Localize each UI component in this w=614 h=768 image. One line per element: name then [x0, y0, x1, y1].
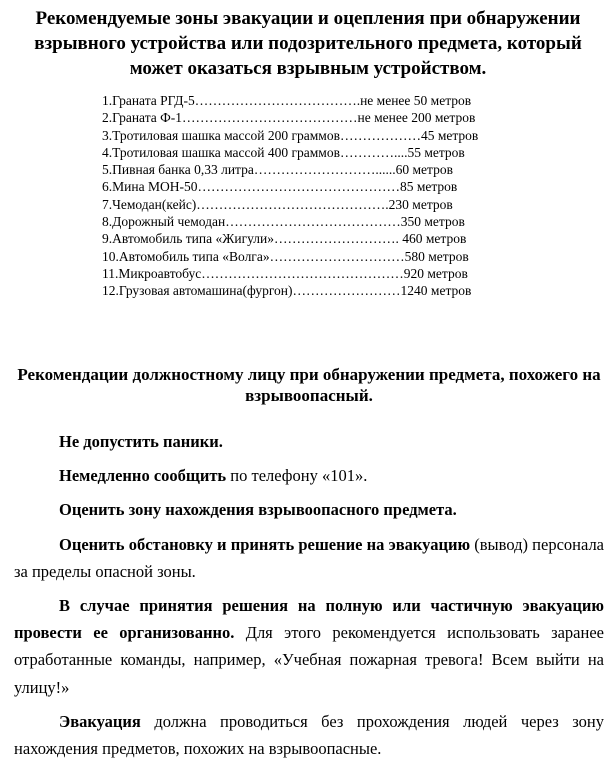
bold-text: Оценить обстановку и принять решение на эвакуацию: [59, 534, 471, 554]
list-item: 10.Автомобиль типа «Волга»…………………………580 метров: [102, 248, 469, 264]
list-item: 3.Тротиловая шашка массой 200 граммов………………45 метров: [102, 127, 479, 143]
zones-title: Рекомендуемые зоны эвакуации и оцепления при обнаружении взрывного устройства или подозрительного предмета, который может оказаться взрывным устройством.: [34, 8, 582, 79]
zones-list: [102, 92, 522, 300]
list-item: 1.Граната РГД-5……………………………….не менее 50 метров: [102, 93, 472, 108]
list-item: 12.Грузовая автомашина(фургон)……………………1240 метров: [102, 283, 472, 299]
list-item: 4.Тротиловая шашка массой 400 граммов…………....55 метров: [102, 144, 465, 160]
bold-text: Эвакуация: [59, 711, 141, 731]
recommendations-body: [14, 428, 604, 762]
list-item: 11.Микроавтобус………………………………………920 метров: [102, 265, 468, 281]
recommendation-paragraph: [14, 462, 604, 489]
list-item: 8.Дорожный чемодан…………………………………350 метров: [102, 214, 465, 230]
body-text: должна проводиться без прохождения людей через зону нахождения предметов, похожих на взрывоопасные.: [14, 711, 604, 759]
recommendation-paragraph: [14, 428, 604, 455]
bold-text: В случае принятия решения на полную или частичную эвакуацию провести ее организованно.: [14, 596, 604, 643]
body-text: Для этого рекомендуется использовать заранее отработанные команды, например, «Учебная пожарная тревога! Всем выйти на улицу!»: [14, 623, 604, 697]
recommendation-paragraph: [14, 496, 604, 523]
recommendations-title: Рекомендации должностному лицу при обнаружении предмета, похожего на взрывоопасный.: [17, 365, 601, 405]
list-item: 7.Чемодан(кейс)…………………………………….230 метров: [102, 196, 453, 212]
bold-text: Немедленно сообщить: [59, 466, 227, 486]
body-text: (вывод) персонала за пределы опасной зоны.: [14, 534, 604, 581]
bold-text: Не допустить паники.: [59, 432, 223, 451]
list-item: 5.Пивная банка 0,33 литра………………………......60 метров: [102, 162, 453, 178]
recommendation-paragraph: [14, 708, 604, 762]
body-text: по телефону «101».: [226, 466, 368, 486]
list-item: 6.Мина МОН-50………………………………………85 метров: [102, 179, 458, 195]
bold-text: Оценить зону нахождения взрывоопасного предмета.: [59, 500, 457, 520]
recommendation-paragraph: [14, 592, 604, 701]
list-item: 9.Автомобиль типа «Жигули»………………………. 460 метров: [102, 231, 467, 247]
recommendation-paragraph: [14, 531, 604, 585]
list-item: 2.Граната Ф-1…………………………………не менее 200 метров: [102, 110, 476, 126]
